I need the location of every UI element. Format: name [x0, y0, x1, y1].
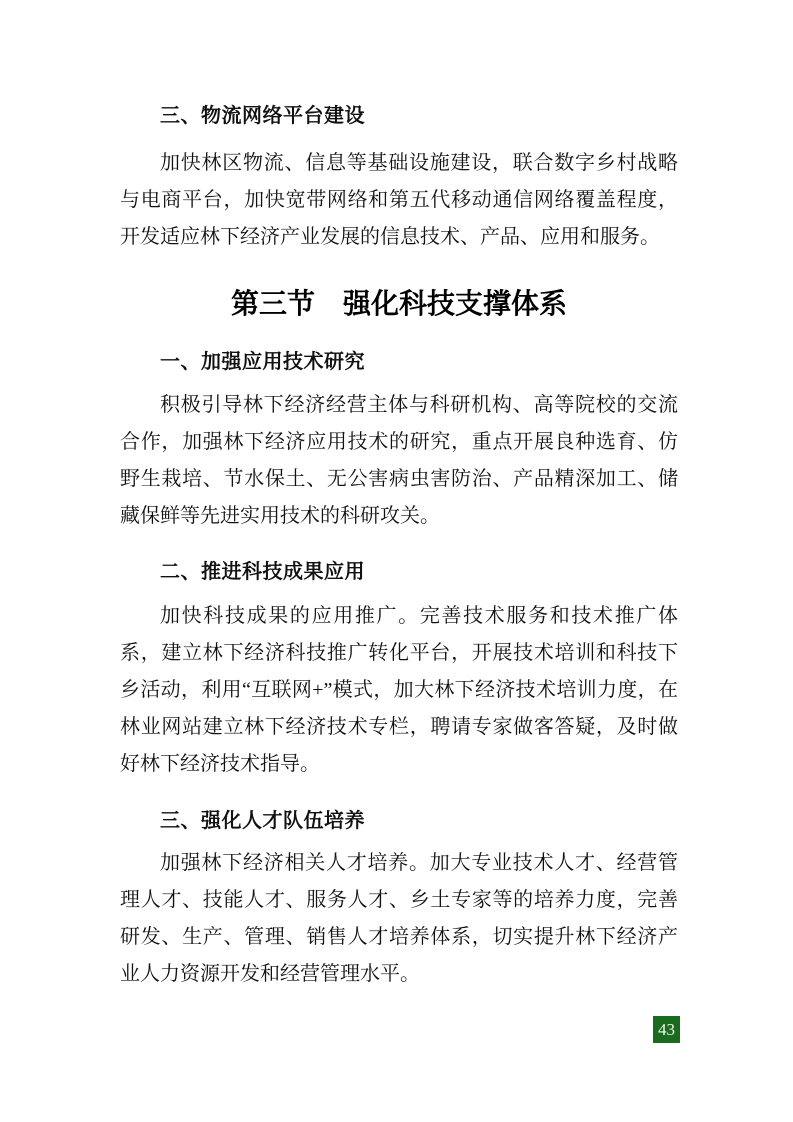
document-body	[120, 0, 678, 993]
page-number-badge: 43	[653, 1016, 680, 1043]
paragraph-applied-research: 积极引导林下经济经营主体与科研机构、高等院校的交流合作，加强林下经济应用技术的研究，重点开展良种选育、仿野生栽培、节水保土、无公害病虫害防治、产品精深加工、储藏保鲜等先进实用技术的科研攻关。	[120, 394, 678, 527]
subsection-heading-talent: 三、强化人才队伍培养	[160, 810, 365, 832]
paragraph-talent: 加强林下经济相关人才培养。加大专业技术人才、经营管理人才、技能人才、服务人才、乡土专家等的培养力度，完善研发、生产、管理、销售人才培养体系，切实提升林下经济产业人力资源开发和经营管理水平。	[120, 852, 678, 985]
subsection-heading-tech-application: 二、推进科技成果应用	[160, 561, 365, 583]
subsection-heading-applied-research: 一、加强应用技术研究	[160, 351, 365, 373]
subsection-heading-logistics: 三、物流网络平台建设	[160, 105, 365, 127]
paragraph-logistics: 加快林区物流、信息等基础设施建设，联合数字乡村战略与电商平台，加快宽带网络和第五代移动通信网络覆盖程度，开发适应林下经济产业发展的信息技术、产品、应用和服务。	[120, 152, 678, 248]
section-title: 第三节 强化科技支撑体系	[230, 289, 567, 320]
paragraph-tech-application: 加快科技成果的应用推广。完善技术服务和技术推广体系，建立林下经济科技推广转化平台，开展技术培训和科技下乡活动，利用“互联网+”模式，加大林下经济技术培训力度，在林业网站建立林下经济技术专栏，聘请专家做客答疑，及时做好林下经济技术指导。	[120, 605, 678, 775]
